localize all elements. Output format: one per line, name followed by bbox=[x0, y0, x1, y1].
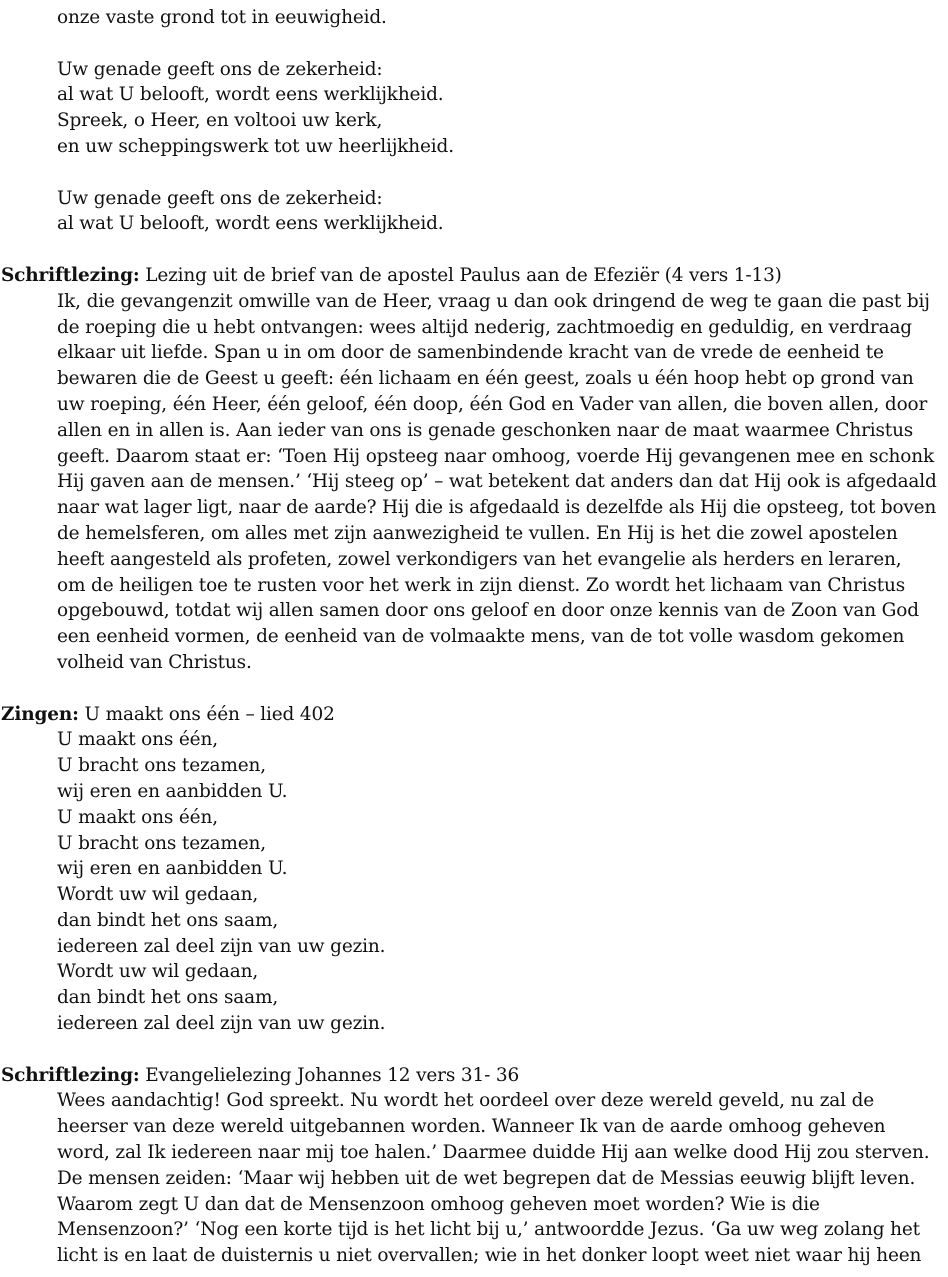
verse-line: U maakt ons één, bbox=[57, 729, 218, 751]
spacer bbox=[0, 160, 948, 186]
reading-line: word, zal Ik iedereen naar mij toe halen.’ Daarmee duidde Hij aan welke dood Hij zou sterven. bbox=[57, 1142, 930, 1164]
verse-line: U bracht ons tezamen, bbox=[57, 755, 266, 777]
section-label: Zingen: bbox=[1, 703, 79, 725]
document-page bbox=[0, 5, 948, 1269]
spacer bbox=[0, 676, 948, 702]
refrain-block bbox=[0, 57, 948, 160]
verse-line: dan bindt het ons saam, bbox=[57, 987, 279, 1009]
verse-line: U maakt ons één, bbox=[57, 806, 218, 828]
reading-line: de hemelsferen, om alles met zijn aanwezigheid te vullen. En Hij is het die zowel apostelen bbox=[57, 522, 898, 544]
reading-line: de roeping die u hebt ontvangen: wees altijd nederig, zachtmoedig en geduldig, en verdraag bbox=[57, 316, 912, 338]
verse-line: Wordt uw wil gedaan, bbox=[57, 884, 259, 906]
reading-line: Hij gaven aan de mensen.’ ‘Hij steeg op’ – wat betekent dat anders dan dat Hij ook is afgedaald bbox=[57, 471, 937, 493]
reading-line: elkaar uit liefde. Span u in om door de samenbindende kracht van de vrede de eenheid te bbox=[57, 342, 884, 364]
reading-line: uw roeping, één Heer, één geloof, één doop, één God en Vader van allen, die boven allen, door bbox=[57, 393, 928, 415]
reading-line: volheid van Christus. bbox=[57, 651, 252, 673]
reading-line: De mensen zeiden: ‘Maar wij hebben uit de wet begrepen dat de Messias eeuwig blijft leven. bbox=[57, 1167, 916, 1189]
verse-line: wij eren en aanbidden U. bbox=[57, 858, 288, 880]
refrain-block bbox=[0, 186, 948, 238]
section-title: Lezing uit de brief van de apostel Paulus aan de Efeziër (4 vers 1-13) bbox=[139, 264, 782, 286]
verse-line: al wat U belooft, wordt eens werklijkheid. bbox=[57, 213, 444, 235]
verse-line: en uw scheppingswerk tot uw heerlijkheid. bbox=[57, 135, 454, 157]
verse-line: wij eren en aanbidden U. bbox=[57, 780, 288, 802]
verse-line: onze vaste grond tot in eeuwigheid. bbox=[57, 7, 387, 28]
section-label: Schriftlezing: bbox=[1, 264, 140, 286]
spacer bbox=[0, 237, 948, 263]
section-label: Schriftlezing: bbox=[1, 1064, 140, 1086]
verse-line: dan bindt het ons saam, bbox=[57, 909, 279, 931]
reading-line: een eenheid vormen, de eenheid van de volmaakte mens, van de tot volle wasdom gekomen bbox=[57, 626, 905, 648]
reading-line: Mensenzoon?’ ‘Nog een korte tijd is het licht bij u,’ antwoordde Jezus. ‘Ga uw weg zolang het bbox=[57, 1219, 920, 1241]
verse-line: Uw genade geeft ons de zekerheid: bbox=[57, 58, 383, 80]
reading-line: Waarom zegt U dan dat de Mensenzoon omhoog geheven moet worden? Wie is die bbox=[57, 1193, 820, 1215]
reading-line: Ik, die gevangenzit omwille van de Heer, vraag u dan ook dringend de weg te gaan die past bij bbox=[57, 290, 930, 312]
reading-line: Wees aandachtig! God spreekt. Nu wordt het oordeel over deze wereld geveld, nu zal de bbox=[57, 1090, 875, 1112]
scripture-reading-section bbox=[0, 263, 948, 676]
reading-line: opgebouwd, totdat wij allen samen door ons geloof en door onze kennis van de Zoon van God bbox=[57, 600, 919, 622]
song-ending bbox=[0, 5, 948, 31]
verse-line: Spreek, o Heer, en voltooi uw kerk, bbox=[57, 110, 383, 132]
verse-line: Wordt uw wil gedaan, bbox=[57, 961, 259, 983]
reading-line: geeft. Daarom staat er: ‘Toen Hij opsteeg naar omhoog, voerde Hij gevangenen mee en schonk bbox=[57, 445, 934, 467]
reading-line: heerser van deze wereld uitgebannen worden. Wanneer Ik van de aarde omhoog geheven bbox=[57, 1116, 886, 1138]
spacer bbox=[0, 31, 948, 57]
section-heading bbox=[0, 1063, 942, 1089]
reading-line: heeft aangesteld als profeten, zowel verkondigers van het evangelie als herders en leraren, bbox=[57, 548, 902, 570]
section-heading bbox=[0, 263, 942, 289]
verse-line: iedereen zal deel zijn van uw gezin. bbox=[57, 935, 386, 957]
reading-line: bewaren die de Geest u geeft: één lichaam en één geest, zoals u één hoop hebt op grond van bbox=[57, 368, 914, 390]
singing-section bbox=[0, 702, 948, 1037]
verse-line: al wat U belooft, wordt eens werklijkheid. bbox=[57, 84, 444, 106]
spacer bbox=[0, 1037, 948, 1063]
reading-line: licht is en laat de duisternis u niet overvallen; wie in het donker loopt weet niet waar hij heen bbox=[57, 1245, 922, 1267]
verse-line: iedereen zal deel zijn van uw gezin. bbox=[57, 1013, 386, 1035]
section-heading bbox=[0, 702, 942, 728]
reading-line: om de heiligen toe te rusten voor het werk in zijn dienst. Zo wordt het lichaam van Christus bbox=[57, 574, 906, 596]
section-title: U maakt ons één – lied 402 bbox=[78, 703, 335, 725]
reading-line: naar wat lager ligt, naar de aarde? Hij die is afgedaald is dezelfde als Hij die opsteeg, tot boven bbox=[57, 497, 937, 519]
gospel-reading-section bbox=[0, 1063, 948, 1269]
verse-line: U bracht ons tezamen, bbox=[57, 832, 266, 854]
section-title: Evangelielezing Johannes 12 vers 31- 36 bbox=[139, 1064, 520, 1086]
verse-line: Uw genade geeft ons de zekerheid: bbox=[57, 187, 383, 209]
reading-line: allen en in allen is. Aan ieder van ons is genade geschonken naar de maat waarmee Christus bbox=[57, 419, 914, 441]
